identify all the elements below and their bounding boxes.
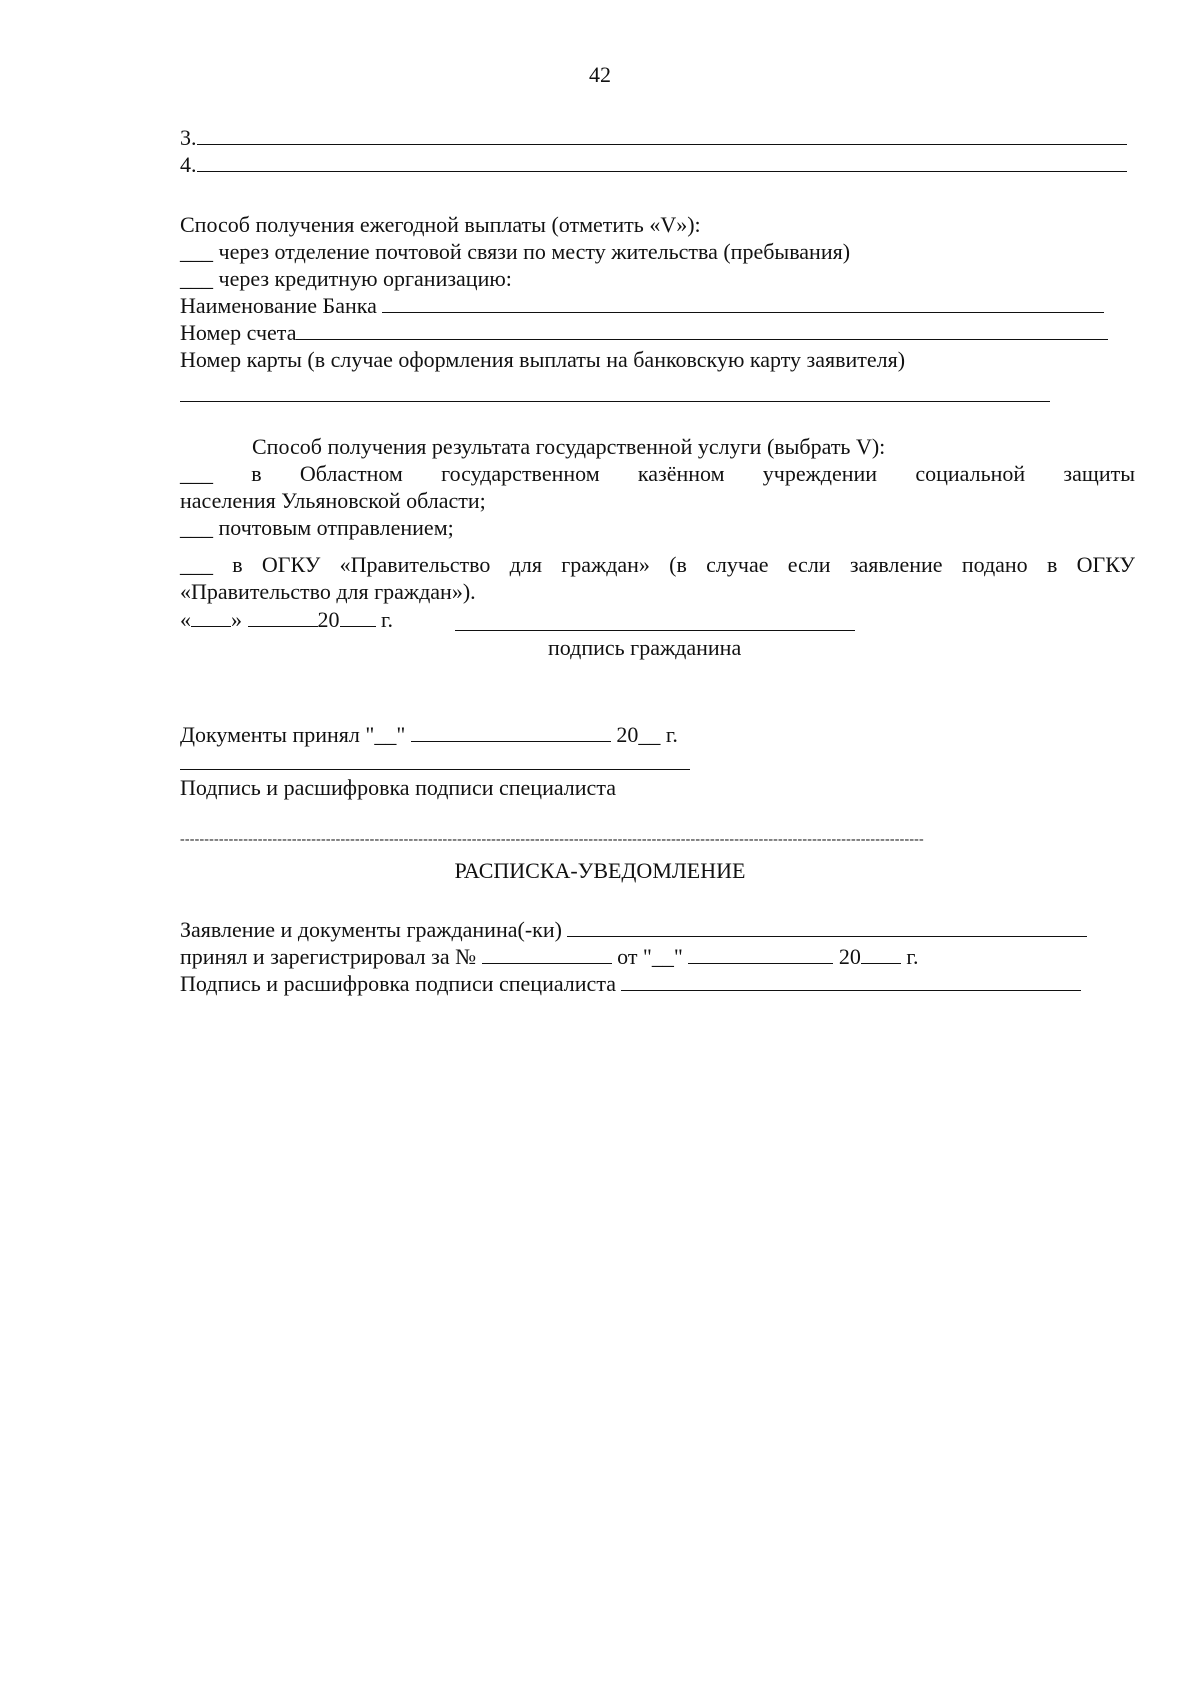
payment-option-credit (180, 266, 512, 292)
receipt-suffix: г. (906, 944, 919, 969)
receipt-month-field[interactable] (688, 945, 833, 964)
bank-name-line (180, 293, 1104, 319)
bank-name-label: Наименование Банка (180, 293, 377, 318)
date-year-prefix: 20 (317, 607, 340, 632)
receipt-from-label: от " (617, 944, 652, 969)
result-option-1-mark[interactable]: ___ (180, 461, 213, 486)
receipt-line-1 (180, 917, 1087, 943)
result-date-line (180, 607, 393, 633)
result-option-3-cont: «Правительство для граждан»). (180, 579, 476, 604)
acceptance-prefix: Документы принял " (180, 722, 375, 747)
list-item-4-blank[interactable] (197, 153, 1127, 172)
acceptance-quote-close: " (396, 722, 406, 747)
citizen-signature-caption: подпись гражданина (548, 635, 742, 660)
citizen-signature-field[interactable] (455, 630, 855, 631)
payment-option-credit-mark[interactable]: ___ (180, 266, 213, 291)
result-option-1 (180, 461, 1135, 487)
result-option-3 (180, 552, 1135, 578)
payment-heading: Способ получения ежегодной выплаты (отметить «V»): (180, 212, 701, 237)
receipt-line-3 (180, 971, 1081, 997)
payment-option-post (180, 239, 850, 265)
list-item-3-blank[interactable] (197, 126, 1127, 145)
payment-option-credit-label: через кредитную организацию: (218, 266, 512, 291)
cut-separator: --------------------------------------------------------------------------------------------------------------------------------------------------------- (180, 832, 924, 847)
receipt-signature-label: Подпись и расшифровка подписи специалиста (180, 971, 616, 996)
list-item-4-number: 4. (180, 152, 197, 177)
page-number: 42 (589, 62, 611, 87)
payment-option-post-mark[interactable]: ___ (180, 239, 213, 264)
card-line: Номер карты (в случае оформления выплаты на банковскую карту заявителя) (180, 347, 906, 372)
receipt-line-2 (180, 944, 918, 970)
specialist-signature-field[interactable] (180, 769, 690, 770)
bank-name-field[interactable] (382, 294, 1104, 313)
receipt-signature-field[interactable] (621, 972, 1081, 991)
result-option-1-text: в Областном государственном казённом учреждении социальной защиты (251, 461, 1135, 486)
receipt-year-field[interactable] (861, 945, 901, 964)
account-label: Номер счета (180, 320, 297, 345)
result-option-2 (180, 515, 454, 541)
list-item-4 (180, 152, 1127, 178)
date-day-field[interactable] (191, 608, 231, 627)
acceptance-line (180, 722, 678, 748)
date-close-quote: » (231, 607, 242, 632)
date-suffix: г. (381, 607, 394, 632)
receipt-applicant-field[interactable] (567, 918, 1087, 937)
acceptance-year-prefix: 20 (616, 722, 639, 747)
date-open-quote: « (180, 607, 191, 632)
list-item-3 (180, 125, 1127, 151)
account-field[interactable] (296, 321, 1108, 340)
result-option-1-cont: населения Ульяновской области; (180, 488, 486, 513)
payment-option-post-label: через отделение почтовой связи по месту жительства (пребывания) (218, 239, 851, 264)
date-month-field[interactable] (248, 608, 318, 627)
card-number-field[interactable] (180, 401, 1050, 402)
receipt-day-field[interactable]: __ (651, 944, 674, 969)
receipt-applicant-label: Заявление и документы гражданина(-ки) (180, 917, 562, 942)
receipt-title: РАСПИСКА-УВЕДОМЛЕНИЕ (454, 858, 746, 883)
acceptance-year-field[interactable]: __ (638, 722, 661, 747)
acceptance-day-field[interactable]: __ (374, 722, 397, 747)
result-heading: Способ получения результата государственной услуги (выбрать V): (252, 434, 886, 459)
result-option-2-mark[interactable]: ___ (180, 515, 213, 540)
result-option-3-mark[interactable]: ___ (180, 552, 213, 577)
date-year-field[interactable] (340, 608, 376, 627)
acceptance-suffix: г. (665, 722, 678, 747)
result-option-2-text: почтовым отправлением; (218, 515, 454, 540)
specialist-signature-caption: Подпись и расшифровка подписи специалиста (180, 775, 616, 800)
receipt-quote-close: " (673, 944, 683, 969)
acceptance-month-field[interactable] (411, 723, 611, 742)
result-option-3-text: в ОГКУ «Правительство для граждан» (в случае если заявление подано в ОГКУ (232, 552, 1136, 577)
list-item-3-number: 3. (180, 125, 197, 150)
receipt-year-prefix: 20 (838, 944, 861, 969)
account-line (180, 320, 1108, 346)
receipt-number-field[interactable] (482, 945, 612, 964)
receipt-registered-label: принял и зарегистрировал за № (180, 944, 477, 969)
